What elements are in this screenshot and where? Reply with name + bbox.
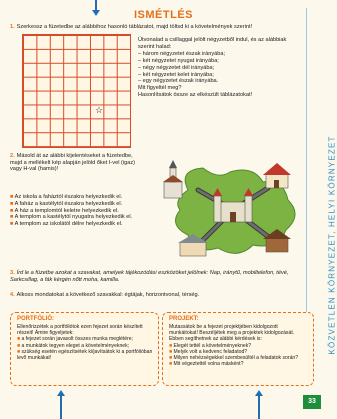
portfolio-item: ■ szükség esetén egészítsétek ki/javítsátok ki a portfólióban levő munkákat!	[17, 348, 153, 362]
project-intro: Mutassátok be a fejezet projektjében kidolgozott munkáitokat! Beszéljétek meg a projektek kidolgozását. Ebben segíthetnek az alábbi kérdések is:	[169, 324, 295, 343]
question-1	[10, 24, 300, 31]
route-intro: Útvonalad a csillaggal jelölt négyzetből indul, és az alábbiak szerint halad:	[138, 37, 287, 50]
question-4	[10, 292, 302, 299]
statement-list	[10, 194, 150, 228]
project-text	[169, 324, 308, 367]
route-question: Mit figyeltél meg?	[138, 85, 182, 92]
route-step: – négy négyzetet dél irányába;	[138, 64, 215, 71]
statement-item: ■ A faház a kastélytól északra helyezkedik el.	[10, 200, 123, 207]
house-icon	[263, 163, 291, 188]
route-instructions	[138, 37, 298, 99]
question-3	[10, 270, 302, 283]
portfolio-item: ■ a munkátok tegyen eleget a követelményeknek;	[17, 342, 130, 349]
question-2-number: 2.	[10, 153, 15, 159]
question-3-number: 3.	[10, 270, 15, 276]
portfolio-intro: Ellenőrizzétek a portfóliótok ezen fejezet során készített részeit! Ámire figyeljetek:	[17, 324, 143, 337]
statement-item: ■ A templom a kastélytól nyugatra helyezkedik el.	[10, 214, 133, 221]
question-1-number: 1.	[10, 24, 15, 30]
village-map-illustration	[158, 160, 308, 264]
portfolio-text	[17, 324, 153, 361]
question-1-text: Szerkessz a füzetedbe az alábbihoz hasonló táblázatot, majd töltsd ki a követelmények szerint!	[16, 24, 253, 30]
project-item: ■ Milyen nehézségekkel szembesültél a feladatok során?	[169, 355, 299, 362]
bottom-pin-arrow-left	[60, 393, 62, 419]
project-box	[162, 312, 314, 386]
question-4-text: Alkoss mondatokat a következő szavakkal: égtájak, horizontvonal, térség.	[16, 292, 200, 298]
statement-item: ■ Az iskola a faháztól északra helyezkedik el.	[10, 194, 123, 200]
project-heading: PROJEKT:	[169, 316, 199, 322]
project-item: ■ Mit végeztettél volna másként?	[169, 361, 244, 368]
route-step: – három négyzetet észak irányába;	[138, 50, 226, 57]
bottom-pin-arrow-right	[258, 393, 260, 419]
church-icon	[163, 160, 183, 198]
side-label-wrapper	[312, 60, 337, 360]
project-item: ■ Melyik volt a kedvenc feladatod?	[169, 348, 248, 355]
portfolio-item: ■ a fejezet során javasolt összes munka meglétére;	[17, 336, 134, 343]
side-label: KÖZVETLEN KÖRNYEZET, HELYI KÖRNYEZET	[327, 135, 337, 355]
statement-item: ■ A templom az iskolától délre helyezkedik el.	[10, 221, 123, 228]
question-2	[10, 153, 140, 173]
question-4-number: 4.	[10, 292, 15, 298]
page-title: ISMÉTLÉS	[134, 9, 194, 21]
route-step: – egy négyzetet észak irányába.	[138, 78, 219, 85]
portfolio-heading: PORTFÓLIÓ:	[17, 316, 54, 322]
grid-table	[22, 34, 131, 148]
question-2-text: Másold át az alábbi kijelentéseket a füzetedbe, majd a mellékelt kép alapján jelöld őket I-vel (igaz) vagy H-val (hamis)!	[10, 153, 135, 173]
question-3-text: Írd le a füzetbe azokat a szavakat, amelyek tájékozódási eszközöket jelölnek: Nap, iránytű, mobiltelefon, tévé, Sarkcsillag, a fák kérgén nőtt moha, kamilla.	[10, 270, 289, 283]
top-pin-arrow	[95, 0, 97, 14]
page-number-badge: 33	[303, 395, 321, 409]
route-step: – két négyzetet kelet irányába;	[138, 71, 214, 78]
statement-item: ■ A ház a templomtól keletre helyezkedik el.	[10, 207, 119, 214]
project-item: ■ Elegét tettél a követelményeknek?	[169, 342, 252, 349]
route-step: – két négyzetet nyugat irányába;	[138, 57, 219, 64]
route-compare: Hasonlítsátok össze az elkészült táblázatokat!	[138, 92, 253, 99]
portfolio-box	[10, 312, 159, 386]
star-icon: ☆	[95, 105, 104, 115]
